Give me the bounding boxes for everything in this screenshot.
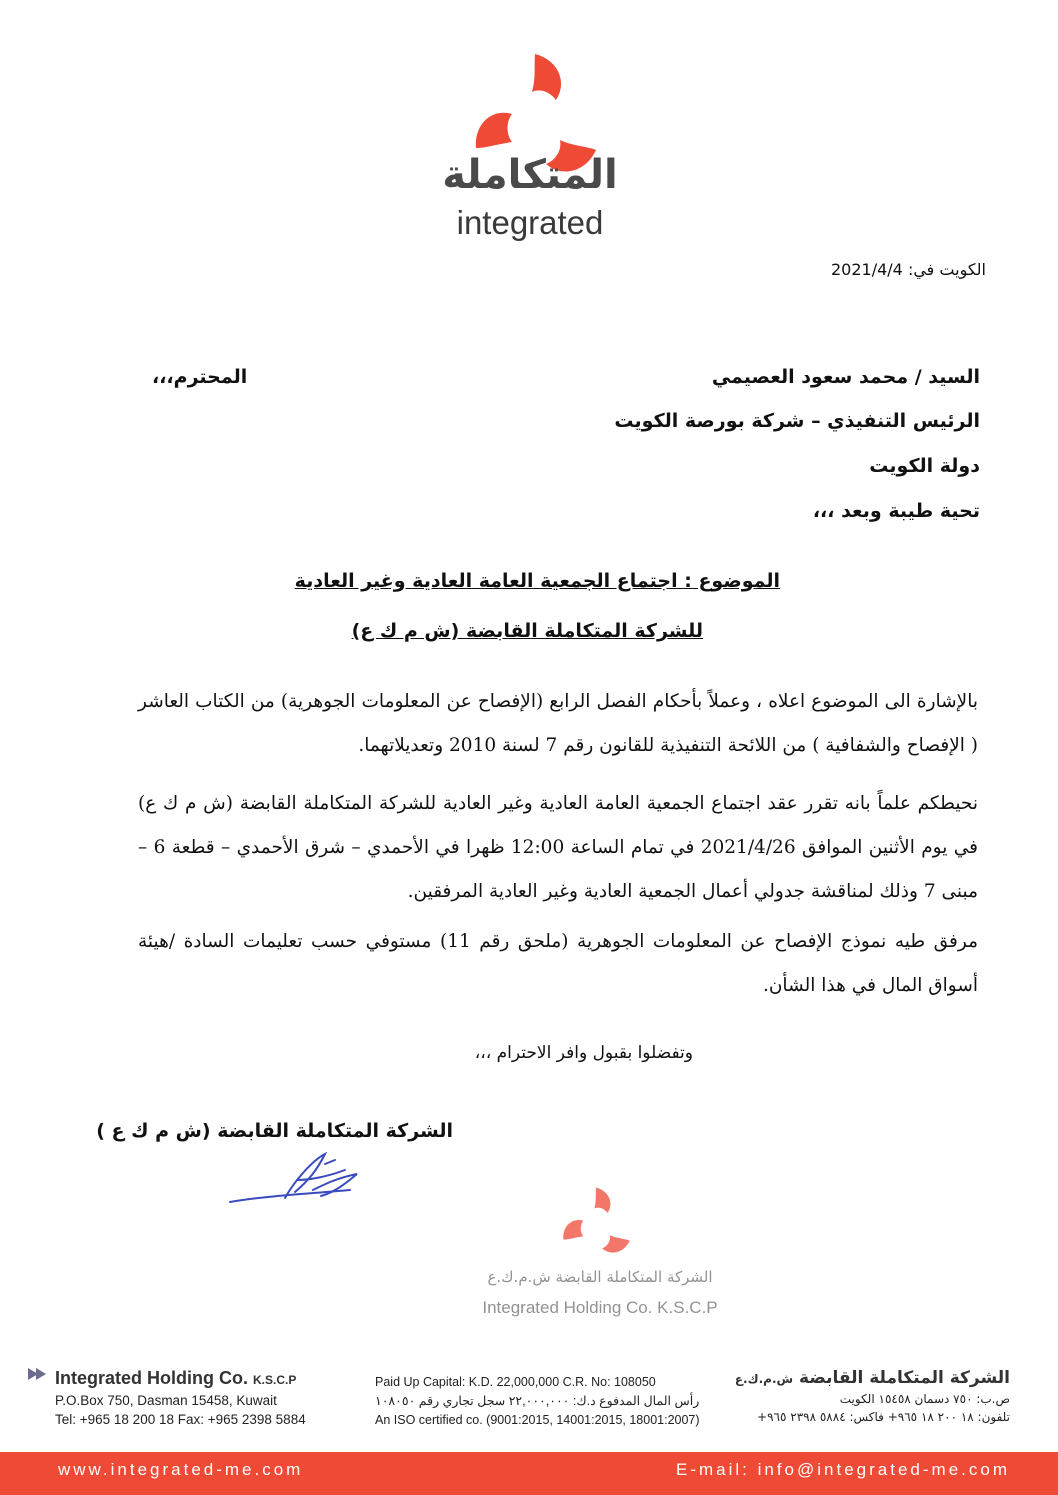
logo-arabic-wordmark: المتكاملة — [442, 152, 618, 198]
body-paragraph-1: بالإشارة الى الموضوع اعلاه ، وعملاً بأحكام الفصل الرابع (الإفصاح عن المعلومات الجوهرية) من الكتاب العاشر ( الإفصاح والشفافية ) من اللائحة التنفيذية للقانون رقم 7 لسنة 2010 وتعديلاتهما. — [138, 691, 978, 756]
footer-registration-block — [375, 1373, 700, 1430]
footer-capital-en: Paid Up Capital: K.D. 22,000,000 C.R. No: 108050 — [375, 1375, 656, 1389]
footer-capital-ar: رأس المال المدفوع د.ك: ٢٢,٠٠٠,٠٠٠ سجل تجاري رقم ١٠٨٠٥٠ — [375, 1394, 700, 1408]
footer-ar-company: الشركة المتكاملة القابضة ش.م.ك.ع — [734, 1368, 1010, 1388]
footer-ar-suffix: ش.م.ك.ع — [734, 1372, 794, 1386]
body-paragraph-2: نحيطكم علماً بانه تقرر عقد اجتماع الجمعية العامة العادية وغير العادية للشركة المتكاملة القابضة (ش م ك ع) في يوم الأثنين الموافق 2021/4/26 في تمام الساعة 12:00 ظهرا في الأحمدي – شرق الأحمدي – قطعة 6 – مبنى 7 وذلك لمناقشة جدولي أعمال الجمعية العادية وغير العادية المرفقين. — [138, 793, 978, 902]
addressee-regards: المحترم،،، — [152, 366, 248, 388]
footer-en-company: Integrated Holding Co. K.S.C.P — [55, 1368, 297, 1388]
stamp-english-text: Integrated Holding Co. K.S.C.P — [482, 1298, 718, 1317]
footer-english-block — [55, 1368, 306, 1427]
footer-iso: An ISO certified co. (9001:2015, 14001:2015, 18001:2007) — [375, 1413, 700, 1427]
footer-ar-address: ص.ب: ٧٥٠ دسمان ١٥٤٥٨ الكويت — [839, 1392, 1010, 1406]
subject-line-1: الموضوع : اجتماع الجمعية العامة العادية وغير العادية — [294, 570, 780, 592]
footer-arabic-block — [735, 1368, 1010, 1424]
footer-website-link[interactable]: www.integrated-me.com — [58, 1460, 304, 1479]
addressee-title: الرئيس التنفيذي – شركة بورصة الكويت — [614, 410, 980, 432]
stamp-arabic-text: الشركة المتكاملة القابضة ش.م.ك.ع — [487, 1268, 713, 1286]
stamp-logo-icon — [560, 1185, 632, 1257]
footer-en-address: P.O.Box 750, Dasman 15458, Kuwait — [55, 1393, 277, 1408]
arrow-logo-icon — [26, 1364, 48, 1384]
letter-date: الكويت في: 2021/4/4 — [831, 260, 986, 279]
greeting: تحية طيبة وبعد ،،، — [812, 500, 980, 522]
footer-en-suffix: K.S.C.P — [253, 1373, 297, 1387]
handwritten-signature-icon — [225, 1150, 375, 1210]
addressee-country: دولة الكويت — [869, 455, 980, 477]
body-paragraph-3: مرفق طيه نموذج الإفصاح عن المعلومات الجوهرية (ملحق رقم 11) مستوفي حسب تعليمات السادة /هيئة أسواق المال في هذا الشأن. — [138, 931, 978, 996]
footer-en-phone: Tel: +965 18 200 18 Fax: +965 2398 5884 — [55, 1412, 306, 1427]
addressee-name: السيد / محمد سعود العصيمي — [711, 366, 980, 388]
footer-email-link[interactable]: E-mail: info@integrated-me.com — [675, 1460, 1010, 1479]
closing-line: وتفضلوا بقبول وافر الاحترام ،،، — [474, 1043, 693, 1063]
subject-line-2: للشركة المتكاملة القابضة (ش م ك ع) — [351, 620, 703, 642]
footer-ar-phone: تلفون: ١٨ ٢٠٠ ١٨ ٩٦٥+ فاكس: ٥٨٨٤ ٢٣٩٨ ٩٦٥+ — [757, 1410, 1010, 1424]
signature-company: الشركة المتكاملة القابضة (ش م ك ع ) — [96, 1120, 453, 1142]
logo-english-wordmark: integrated — [456, 204, 604, 241]
